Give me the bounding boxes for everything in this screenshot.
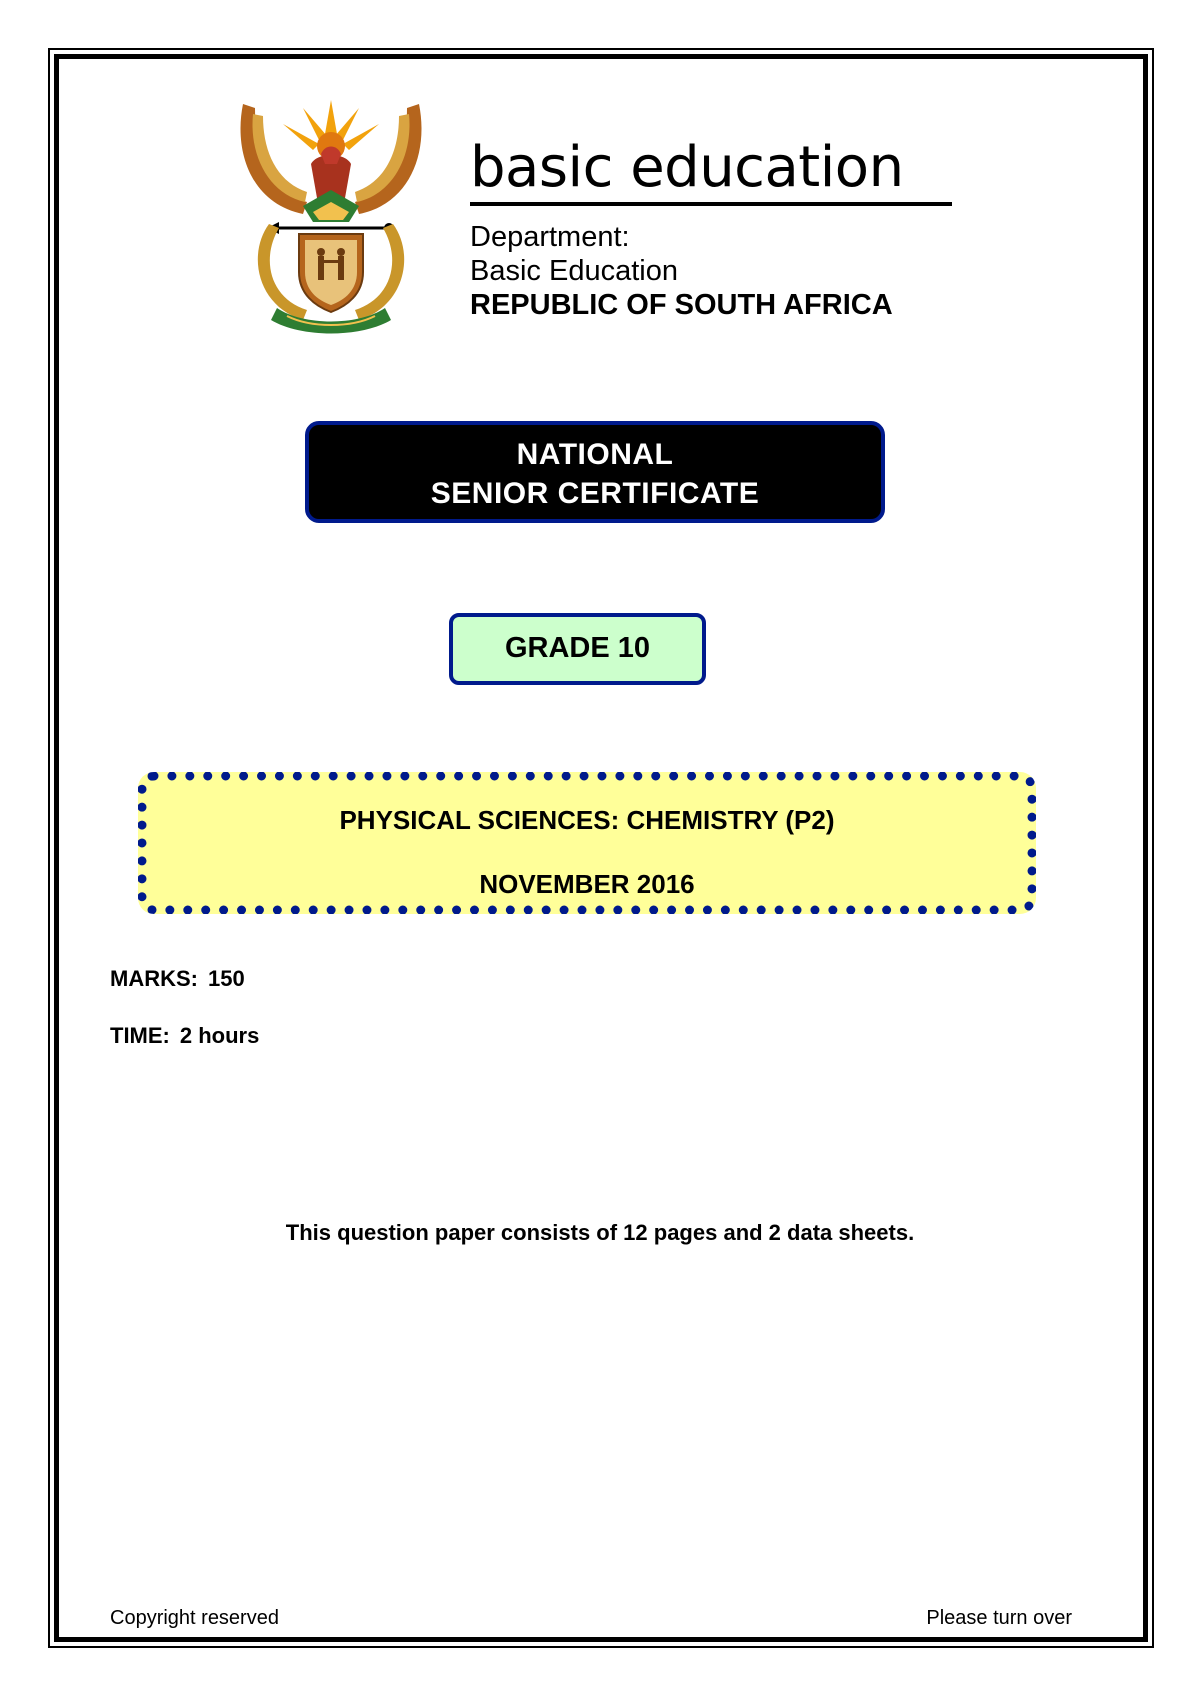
subject-box	[138, 772, 1036, 914]
department-label: Department:	[470, 221, 630, 253]
footer-turn-over: Please turn over	[926, 1607, 1072, 1629]
exam-subject: PHYSICAL SCIENCES: CHEMISTRY (P2)	[339, 805, 835, 835]
time-label: TIME:	[110, 1023, 170, 1048]
time-row	[110, 1022, 259, 1050]
brand-title: basic education	[470, 135, 904, 200]
department-name: Basic Education	[470, 255, 678, 287]
certificate-line-1: NATIONAL	[516, 438, 674, 471]
marks-row	[110, 965, 245, 993]
time-value: 2 hours	[179, 1023, 260, 1048]
country-name: REPUBLIC OF SOUTH AFRICA	[470, 289, 893, 321]
department-branding	[470, 136, 952, 322]
marks-value: 150	[208, 966, 245, 991]
certificate-title-box	[305, 421, 885, 523]
grade-label: GRADE 10	[504, 632, 651, 664]
certificate-line-2: SENIOR CERTIFICATE	[430, 477, 760, 510]
footer-copyright: Copyright reserved	[110, 1607, 279, 1629]
page-count-notice: This question paper consists of 12 pages and 2 data sheets.	[285, 1220, 915, 1245]
brand-underline	[470, 202, 952, 206]
exam-session: NOVEMBER 2016	[479, 869, 695, 899]
grade-badge	[449, 613, 706, 685]
marks-label: MARKS:	[110, 966, 198, 991]
coat-of-arms-logo	[233, 94, 429, 334]
